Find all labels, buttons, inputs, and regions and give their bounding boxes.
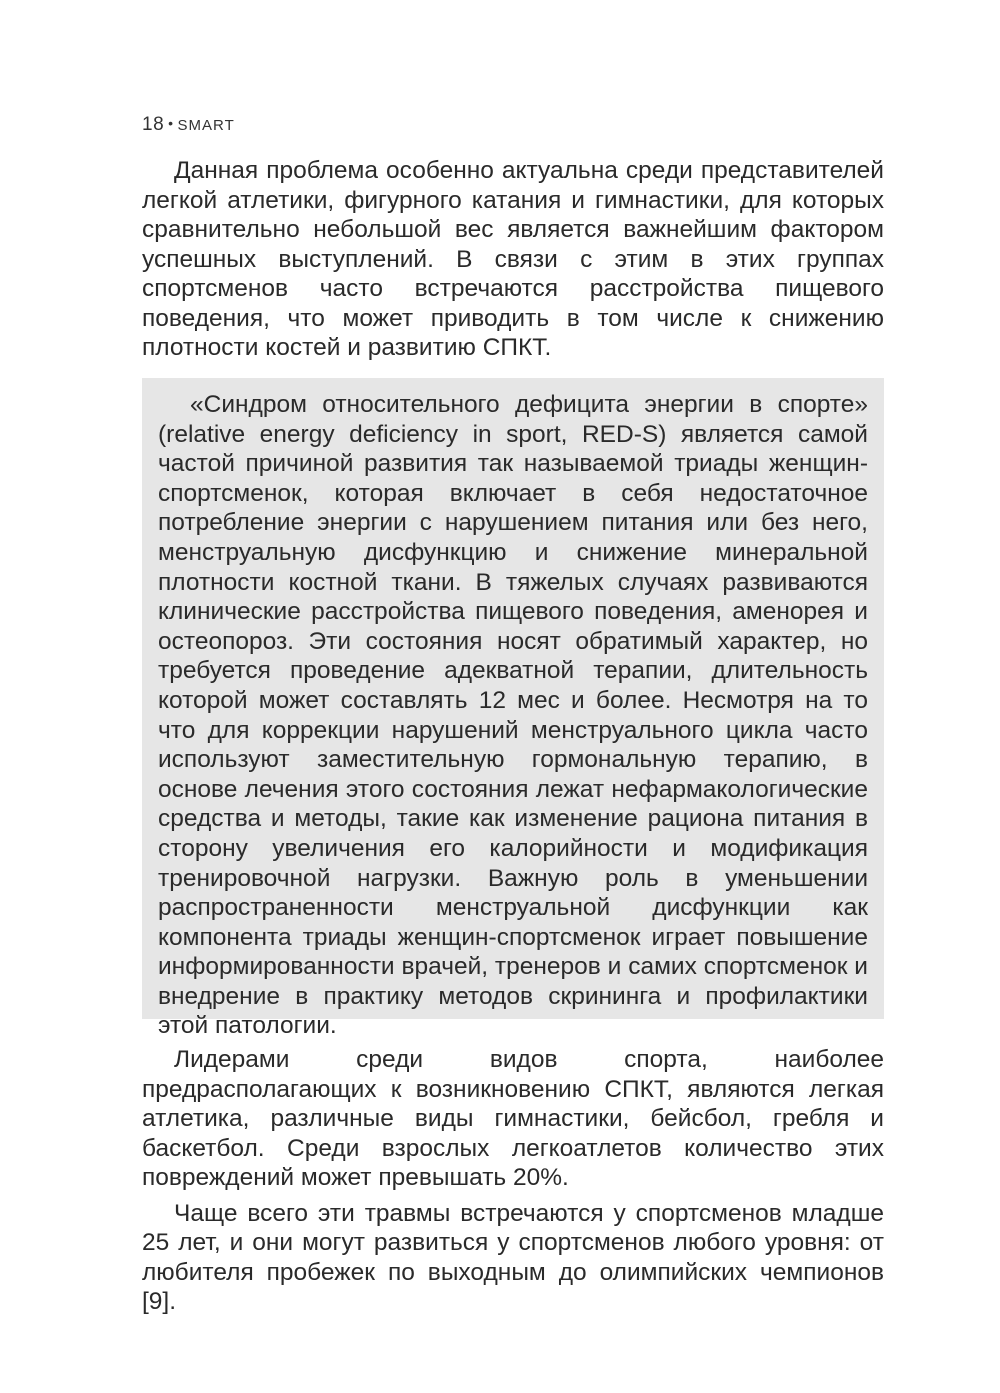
page-number: 18 — [142, 114, 165, 135]
header-separator: • — [168, 115, 174, 131]
body-text-bottom — [142, 1045, 884, 1317]
paragraph: Данная проблема особенно актуальна среди представителей легкой атлетики, фигурного катания и гимнастики, для которых сравнительно небольшой вес является важнейшим фактором успешных выступлений. В связи с этим в этих группах спортсменов часто встречаются расстройства пищевого поведения, что может приводить в том числе к снижению плотности костей и развитию СПКТ. — [142, 157, 884, 361]
running-head — [142, 114, 235, 136]
body-text-top — [142, 156, 884, 363]
paragraph: Чаще всего эти травмы встречаются у спортсменов младше 25 лет, и они могут развиться у спортсменов любого уровня: от любителя пробежек по выходным до олимпийских чемпионов [9]. — [142, 1199, 884, 1315]
paragraph: Лидерами среди видов спорта, наиболее предрасполагающих к возникновению СПКТ, являются легкая атлетика, различные виды гимнастики, бейсбол, гребля и баскетбол. Среди взрослых легкоатлетов количество этих повреждений может превышать 20%. — [142, 1046, 884, 1191]
callout-paragraph: «Синдром относительного дефицита энергии в спорте» (relative energy deficiency in sport, RED-S) является самой частой причиной развития так называемой триады женщин-спортсменок, которая включает в себя недостаточное потребление энергии с нарушением питания или без него, менструальную дисфункцию и снижение минеральной плотности костной ткани. В тяжелых случаях развиваются клинические расстройства пищевого поведения, аменорея и остеопороз. Эти состояния носят обратимый характер, но требуется проведение адекватной терапии, длительность которой может составлять 12 мес и более. Несмотря на то что для коррекции нарушений менструального цикла часто используют заместительную гормональную терапию, в основе лечения этого состояния лежат нефармакологические средства и методы, такие как изменение рациона питания в сторону увеличения его калорийности и модификация тренировочной нагрузки. Важную роль в уменьшении распространенности менструальной дисфункции как компонента триады женщин-спортсменок играет повышение информированности врачей, тренеров и самих спортсменок и внедрение в практику методов скрининга и профилактики этой патологии. — [158, 391, 868, 1040]
series-title: SMART — [177, 117, 235, 134]
highlight-box — [142, 378, 884, 1040]
